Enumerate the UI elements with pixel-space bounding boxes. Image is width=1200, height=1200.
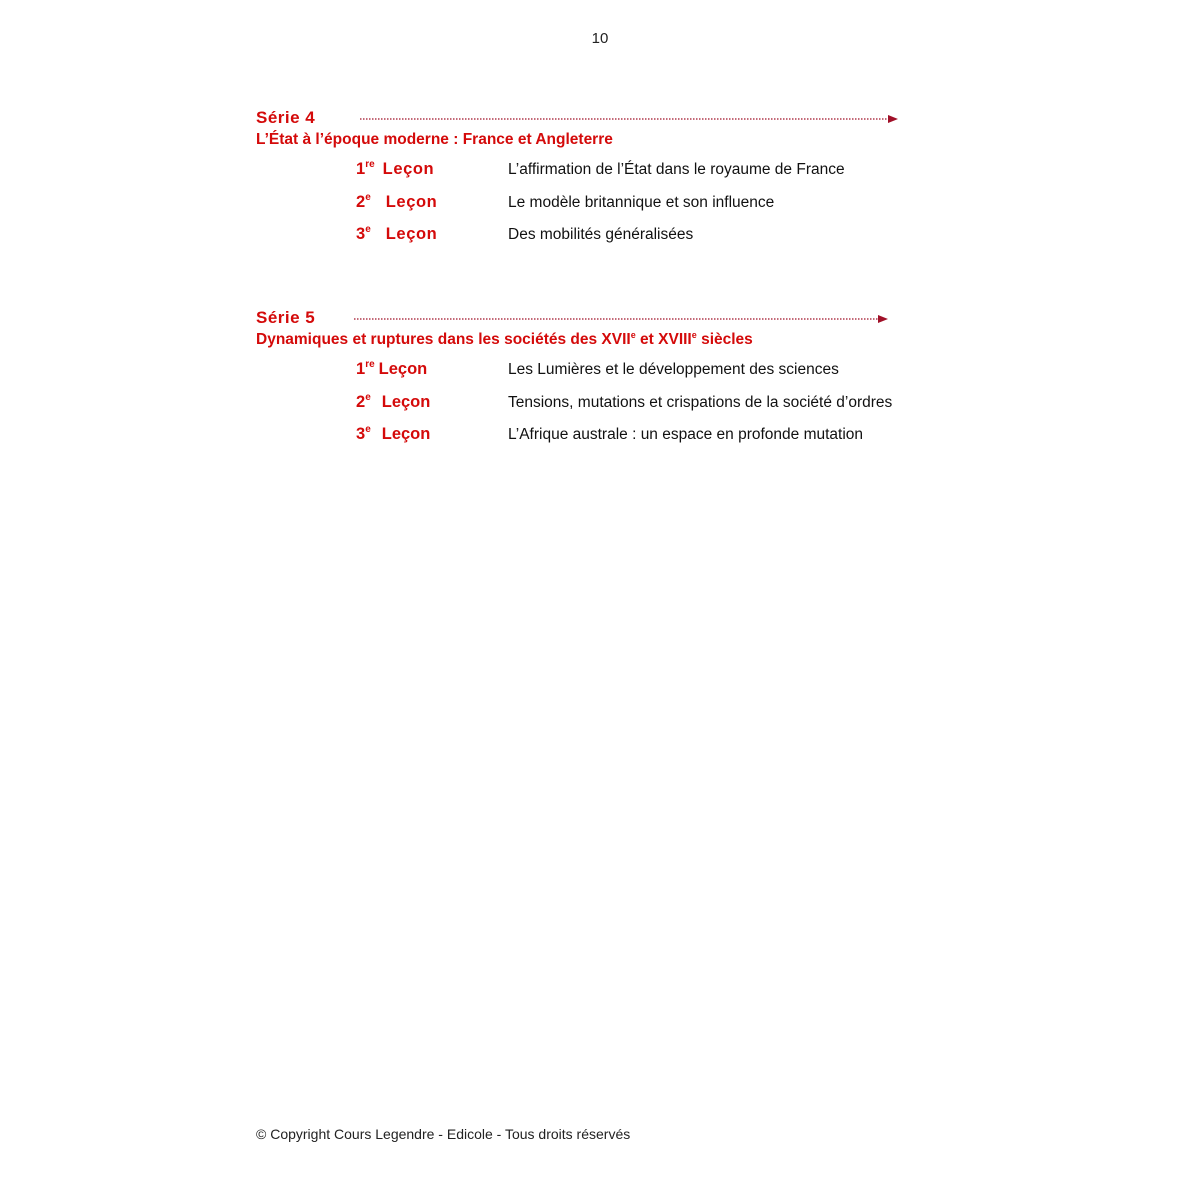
lesson-ordinal: 1 — [356, 160, 366, 178]
lesson-title: Le modèle britannique et son influence — [508, 193, 775, 211]
lesson-number — [356, 360, 427, 379]
lesson-number — [356, 393, 430, 412]
lesson-item — [256, 225, 956, 258]
serie-5-lessons — [256, 360, 956, 458]
serie-5-header — [256, 308, 956, 330]
serie-5-title — [256, 330, 956, 350]
lesson-ordinal-suffix: re — [365, 159, 375, 170]
lesson-item — [256, 393, 956, 426]
serie-4-header — [256, 108, 956, 130]
lesson-number — [356, 225, 437, 244]
lesson-ordinal-suffix: e — [365, 224, 371, 235]
lesson-word: Leçon — [382, 160, 435, 178]
lesson-word: Leçon — [378, 360, 428, 378]
lesson-word: Leçon — [381, 425, 431, 443]
lesson-title: Tensions, mutations et crispations de la société d’ordres — [508, 393, 893, 411]
lesson-title: Les Lumières et le développement des sciences — [508, 361, 839, 378]
century-suffix: e — [691, 330, 697, 340]
dotted-arrow-icon — [354, 314, 888, 324]
lesson-ordinal: 2 — [356, 392, 366, 411]
serie-5-section — [256, 308, 956, 458]
lesson-ordinal: 3 — [356, 225, 366, 243]
lesson-ordinal: 3 — [356, 425, 366, 443]
century-suffix: e — [630, 330, 636, 340]
lesson-title: L’Afrique australe : un espace en profonde mutation — [508, 426, 864, 443]
serie-5-title-part: Dynamiques et ruptures dans les sociétés des XVII — [256, 331, 631, 348]
lesson-item — [256, 360, 956, 393]
lesson-ordinal-suffix: re — [365, 359, 375, 370]
copyright-footer: © Copyright Cours Legendre - Edicole - Tous droits réservés — [256, 1126, 631, 1142]
lesson-ordinal: 1 — [356, 360, 366, 378]
lesson-ordinal-suffix: e — [365, 424, 371, 435]
serie-5-title-part: et XVIII — [635, 331, 692, 348]
serie-5-label: Série 5 — [256, 308, 316, 327]
lesson-title: L’affirmation de l’État dans le royaume de France — [508, 161, 845, 178]
lesson-title: Des mobilités généralisées — [508, 226, 694, 243]
lesson-word: Leçon — [385, 192, 438, 211]
serie-4-label: Série 4 — [256, 108, 316, 127]
lesson-ordinal-suffix: e — [365, 391, 371, 403]
dotted-arrow-icon — [360, 114, 898, 124]
lesson-number — [356, 160, 434, 179]
lesson-ordinal: 2 — [356, 192, 366, 211]
serie-4-title: L’État à l’époque moderne : France et Angleterre — [256, 131, 613, 148]
serie-4-lessons — [256, 160, 956, 258]
serie-4-section — [256, 108, 956, 258]
lesson-word: Leçon — [385, 225, 438, 243]
lesson-ordinal-suffix: e — [365, 191, 371, 203]
lesson-word: Leçon — [381, 392, 431, 411]
page-number: 10 — [591, 30, 609, 47]
lesson-item — [256, 425, 956, 458]
lesson-number — [356, 193, 437, 212]
lesson-number — [356, 425, 430, 444]
lesson-item — [256, 193, 956, 226]
lesson-item — [256, 160, 956, 193]
serie-5-title-part: siècles — [696, 331, 753, 348]
